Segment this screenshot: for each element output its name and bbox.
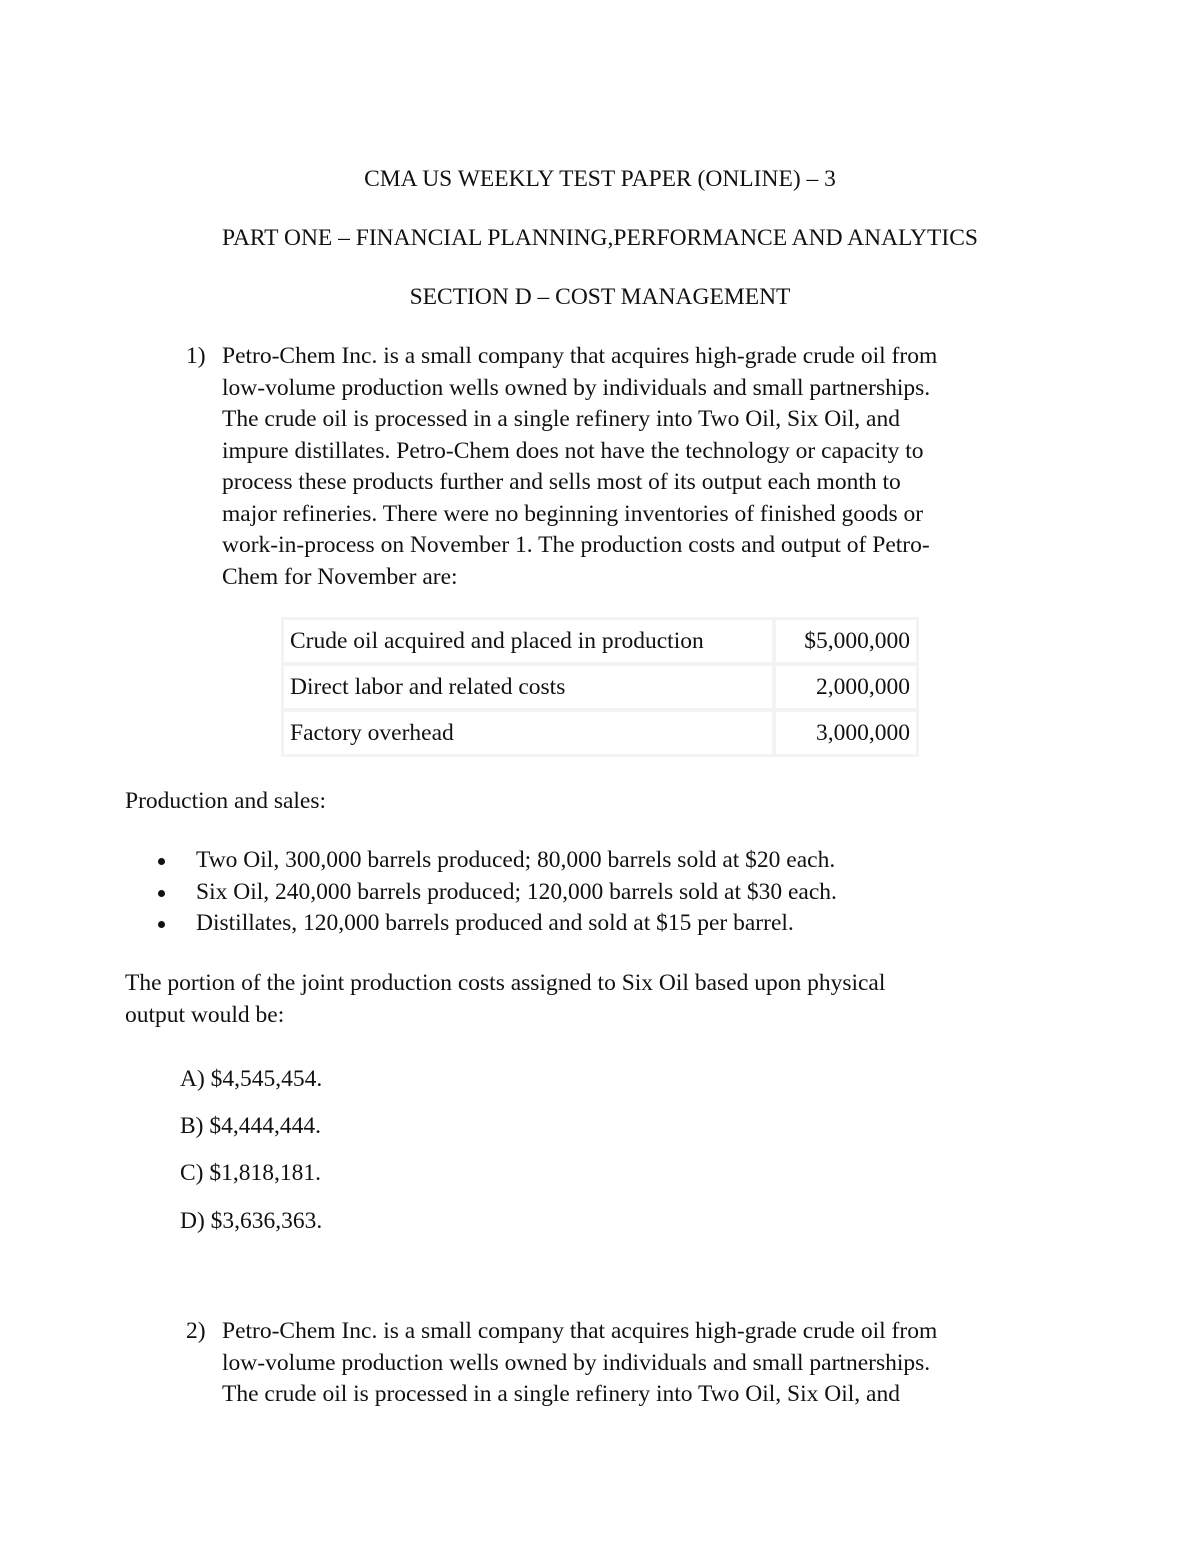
cost-label-cell: Factory overhead (284, 708, 772, 754)
bullet-icon (158, 858, 165, 865)
production-heading: Production and sales: (125, 788, 327, 814)
question-2-line: Petro-Chem Inc. is a small company that acquires high-grade crude oil from (222, 1318, 938, 1344)
section-heading: SECTION D – COST MANAGEMENT (409, 284, 791, 310)
cost-label-cell: Direct labor and related costs (284, 662, 772, 708)
question-1-line: major refineries. There were no beginning inventories of finished goods or (222, 500, 924, 527)
production-cost-table (281, 617, 919, 757)
question-1-line: low-volume production wells owned by individuals and small partnerships. (222, 374, 931, 401)
list-item-text: Distillates, 120,000 barrels produced and sold at $15 per barrel. (196, 910, 794, 936)
option-c: C) $1,818,181. (180, 1160, 321, 1186)
cost-amount-cell: 3,000,000 (772, 708, 916, 754)
list-item (158, 877, 837, 909)
table-row (284, 708, 916, 754)
list-item-text: Two Oil, 300,000 barrels produced; 80,000 barrels sold at $20 each. (196, 847, 836, 873)
option-b: B) $4,444,444. (180, 1113, 321, 1139)
bullet-icon (158, 890, 165, 897)
cost-label-cell: Crude oil acquired and placed in production (284, 620, 772, 662)
cost-amount-cell: $5,000,000 (772, 620, 916, 662)
question-1-number: 1) (186, 343, 206, 369)
question-1-text (222, 341, 1072, 593)
bullet-icon (158, 921, 165, 928)
question-1-line: process these products further and sells most of its output each month to (222, 469, 901, 495)
list-item (158, 845, 837, 877)
cost-amount-cell: 2,000,000 (772, 662, 916, 708)
question-2-line: The crude oil is processed in a single refinery into Two Oil, Six Oil, and (222, 1381, 900, 1407)
option-d: D) $3,636,363. (180, 1208, 323, 1234)
production-sales-list (158, 845, 837, 940)
question-1-line: Chem for November are: (222, 563, 458, 590)
list-item-text: Six Oil, 240,000 barrels produced; 120,000 barrels sold at $30 each. (196, 878, 837, 905)
list-item (158, 908, 837, 940)
paper-title: CMA US WEEKLY TEST PAPER (ONLINE) – 3 (364, 166, 836, 192)
question-1-line: Petro-Chem Inc. is a small company that acquires high-grade crude oil from (222, 343, 938, 369)
prompt-line: output would be: (125, 1001, 285, 1028)
prompt-line: The portion of the joint production costs assigned to Six Oil based upon physical (125, 970, 886, 996)
question-2-text (222, 1316, 1072, 1411)
question-1-line: impure distillates. Petro-Chem does not have the technology or capacity to (222, 437, 924, 464)
table-row (284, 662, 916, 708)
question-2-number: 2) (186, 1318, 206, 1344)
part-heading: PART ONE – FINANCIAL PLANNING,PERFORMANCE AND ANALYTICS (222, 225, 978, 251)
question-prompt (125, 968, 885, 1031)
question-2-line: low-volume production wells owned by individuals and small partnerships. (222, 1349, 931, 1376)
question-1-line: work-in-process on November 1. The production costs and output of Petro- (222, 532, 930, 558)
option-a: A) $4,545,454. (180, 1066, 323, 1092)
table-row (284, 620, 916, 662)
question-1-line: The crude oil is processed in a single refinery into Two Oil, Six Oil, and (222, 406, 900, 432)
